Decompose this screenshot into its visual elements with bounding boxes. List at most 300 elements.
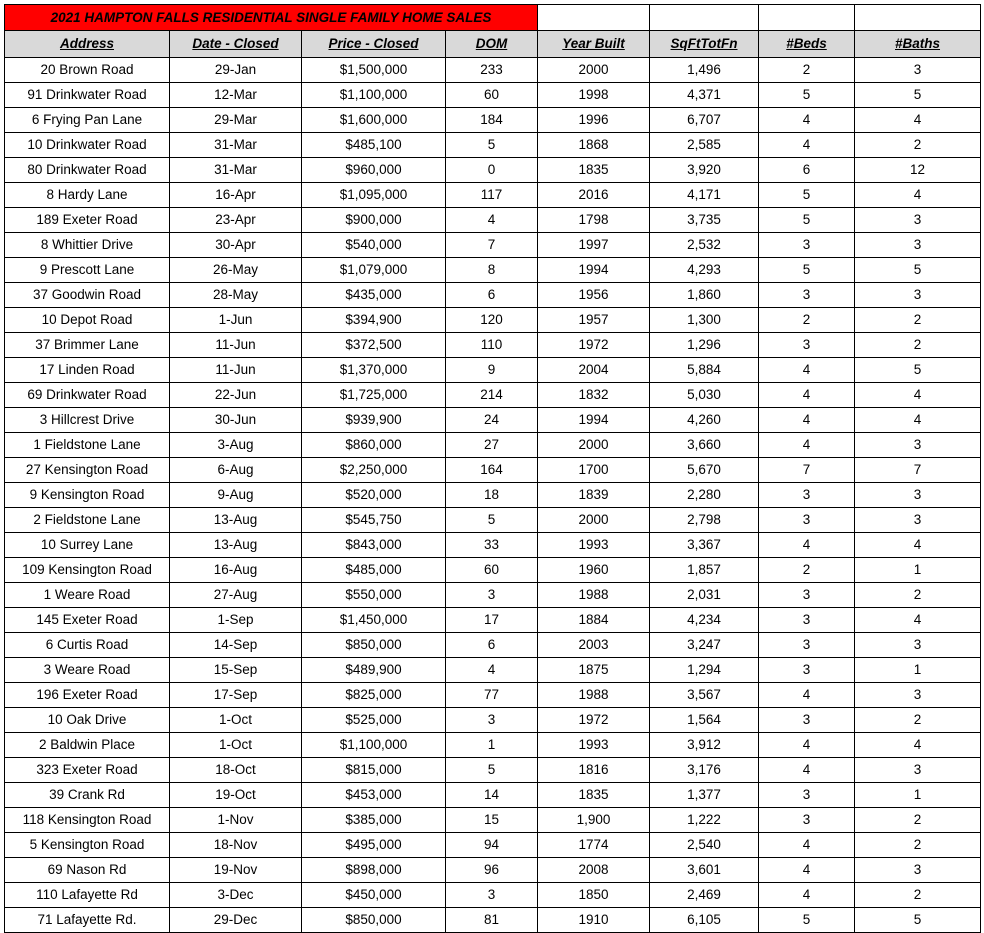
cell-year-built: 1994: [538, 258, 650, 283]
title-spacer-2: [650, 5, 759, 31]
cell-sqfttotfn: 1,377: [650, 783, 759, 808]
cell-beds: 3: [759, 508, 855, 533]
cell-year-built: 1798: [538, 208, 650, 233]
cell-dom: 4: [446, 658, 538, 683]
cell-address: 17 Linden Road: [5, 358, 170, 383]
cell-beds: 5: [759, 183, 855, 208]
cell-price-closed: $825,000: [302, 683, 446, 708]
table-row: [5, 333, 981, 358]
cell-date-closed: 1-Jun: [170, 308, 302, 333]
cell-year-built: 2016: [538, 183, 650, 208]
cell-address: 8 Whittier Drive: [5, 233, 170, 258]
cell-dom: 27: [446, 433, 538, 458]
cell-date-closed: 11-Jun: [170, 333, 302, 358]
cell-sqfttotfn: 5,030: [650, 383, 759, 408]
table-row: [5, 108, 981, 133]
cell-address: 145 Exeter Road: [5, 608, 170, 633]
cell-dom: 117: [446, 183, 538, 208]
cell-year-built: 2008: [538, 858, 650, 883]
table-row: [5, 183, 981, 208]
table-row: [5, 208, 981, 233]
cell-dom: 5: [446, 758, 538, 783]
cell-baths: 2: [855, 333, 981, 358]
table-row: [5, 508, 981, 533]
cell-sqfttotfn: 1,300: [650, 308, 759, 333]
cell-beds: 4: [759, 383, 855, 408]
title-spacer-3: [759, 5, 855, 31]
cell-year-built: 1988: [538, 583, 650, 608]
cell-beds: 3: [759, 708, 855, 733]
cell-address: 80 Drinkwater Road: [5, 158, 170, 183]
cell-beds: 4: [759, 133, 855, 158]
cell-beds: 5: [759, 258, 855, 283]
cell-baths: 3: [855, 433, 981, 458]
cell-address: 37 Brimmer Lane: [5, 333, 170, 358]
table-row: [5, 858, 981, 883]
cell-address: 71 Lafayette Rd.: [5, 908, 170, 933]
table-row: [5, 408, 981, 433]
cell-date-closed: 31-Mar: [170, 158, 302, 183]
table-row: [5, 483, 981, 508]
cell-price-closed: $485,100: [302, 133, 446, 158]
column-header-date-closed: Date - Closed: [170, 31, 302, 58]
cell-address: 8 Hardy Lane: [5, 183, 170, 208]
table-row: [5, 158, 981, 183]
cell-date-closed: 16-Aug: [170, 558, 302, 583]
cell-date-closed: 1-Oct: [170, 733, 302, 758]
table-row: [5, 758, 981, 783]
cell-price-closed: $1,600,000: [302, 108, 446, 133]
cell-price-closed: $1,725,000: [302, 383, 446, 408]
table-row: [5, 433, 981, 458]
cell-beds: 5: [759, 208, 855, 233]
cell-price-closed: $495,000: [302, 833, 446, 858]
cell-beds: 3: [759, 608, 855, 633]
cell-price-closed: $860,000: [302, 433, 446, 458]
cell-year-built: 1957: [538, 308, 650, 333]
cell-price-closed: $1,370,000: [302, 358, 446, 383]
cell-address: 9 Kensington Road: [5, 483, 170, 508]
cell-price-closed: $435,000: [302, 283, 446, 308]
cell-address: 5 Kensington Road: [5, 833, 170, 858]
cell-beds: 5: [759, 83, 855, 108]
table-row: [5, 833, 981, 858]
cell-sqfttotfn: 1,294: [650, 658, 759, 683]
table-row: [5, 83, 981, 108]
cell-baths: 3: [855, 858, 981, 883]
cell-beds: 3: [759, 808, 855, 833]
cell-address: 20 Brown Road: [5, 58, 170, 83]
cell-sqfttotfn: 2,469: [650, 883, 759, 908]
cell-year-built: 1,900: [538, 808, 650, 833]
table-row: [5, 383, 981, 408]
cell-price-closed: $2,250,000: [302, 458, 446, 483]
cell-price-closed: $1,079,000: [302, 258, 446, 283]
cell-price-closed: $545,750: [302, 508, 446, 533]
cell-price-closed: $900,000: [302, 208, 446, 233]
cell-sqfttotfn: 1,296: [650, 333, 759, 358]
cell-baths: 3: [855, 683, 981, 708]
cell-date-closed: 13-Aug: [170, 508, 302, 533]
cell-dom: 6: [446, 283, 538, 308]
cell-sqfttotfn: 3,660: [650, 433, 759, 458]
cell-dom: 94: [446, 833, 538, 858]
cell-baths: 3: [855, 233, 981, 258]
cell-sqfttotfn: 1,564: [650, 708, 759, 733]
cell-baths: 2: [855, 583, 981, 608]
cell-beds: 3: [759, 333, 855, 358]
cell-address: 109 Kensington Road: [5, 558, 170, 583]
column-header-baths: #Baths: [855, 31, 981, 58]
cell-beds: 2: [759, 58, 855, 83]
cell-dom: 4: [446, 208, 538, 233]
cell-dom: 164: [446, 458, 538, 483]
cell-address: 91 Drinkwater Road: [5, 83, 170, 108]
column-header-address: Address: [5, 31, 170, 58]
cell-baths: 2: [855, 808, 981, 833]
cell-dom: 3: [446, 708, 538, 733]
cell-date-closed: 1-Nov: [170, 808, 302, 833]
cell-price-closed: $843,000: [302, 533, 446, 558]
cell-address: 2 Fieldstone Lane: [5, 508, 170, 533]
cell-date-closed: 1-Sep: [170, 608, 302, 633]
cell-sqfttotfn: 2,540: [650, 833, 759, 858]
cell-date-closed: 31-Mar: [170, 133, 302, 158]
cell-date-closed: 22-Jun: [170, 383, 302, 408]
cell-price-closed: $394,900: [302, 308, 446, 333]
column-header-row: [5, 31, 981, 58]
cell-price-closed: $1,500,000: [302, 58, 446, 83]
cell-date-closed: 11-Jun: [170, 358, 302, 383]
cell-date-closed: 14-Sep: [170, 633, 302, 658]
table-row: [5, 683, 981, 708]
cell-date-closed: 23-Apr: [170, 208, 302, 233]
cell-dom: 9: [446, 358, 538, 383]
cell-date-closed: 1-Oct: [170, 708, 302, 733]
cell-date-closed: 9-Aug: [170, 483, 302, 508]
cell-price-closed: $550,000: [302, 583, 446, 608]
cell-year-built: 1835: [538, 783, 650, 808]
cell-sqfttotfn: 3,367: [650, 533, 759, 558]
table-row: [5, 883, 981, 908]
cell-sqfttotfn: 4,260: [650, 408, 759, 433]
cell-baths: 4: [855, 408, 981, 433]
cell-sqfttotfn: 6,105: [650, 908, 759, 933]
cell-baths: 4: [855, 383, 981, 408]
table-row: [5, 808, 981, 833]
cell-year-built: 1997: [538, 233, 650, 258]
table-row: [5, 283, 981, 308]
cell-sqfttotfn: 3,912: [650, 733, 759, 758]
cell-date-closed: 28-May: [170, 283, 302, 308]
cell-dom: 3: [446, 583, 538, 608]
cell-address: 118 Kensington Road: [5, 808, 170, 833]
table-row: [5, 533, 981, 558]
cell-dom: 5: [446, 133, 538, 158]
cell-sqfttotfn: 2,532: [650, 233, 759, 258]
cell-beds: 3: [759, 483, 855, 508]
cell-beds: 4: [759, 883, 855, 908]
cell-baths: 1: [855, 558, 981, 583]
cell-year-built: 1884: [538, 608, 650, 633]
cell-address: 10 Depot Road: [5, 308, 170, 333]
table-row: [5, 558, 981, 583]
table-row: [5, 58, 981, 83]
cell-price-closed: $385,000: [302, 808, 446, 833]
title-spacer-4: [855, 5, 981, 31]
cell-baths: 2: [855, 883, 981, 908]
cell-date-closed: 26-May: [170, 258, 302, 283]
cell-price-closed: $850,000: [302, 908, 446, 933]
cell-year-built: 1993: [538, 733, 650, 758]
cell-year-built: 2004: [538, 358, 650, 383]
cell-dom: 60: [446, 83, 538, 108]
column-header-price-closed: Price - Closed: [302, 31, 446, 58]
cell-beds: 3: [759, 283, 855, 308]
table-row: [5, 608, 981, 633]
cell-year-built: 1868: [538, 133, 650, 158]
cell-address: 3 Hillcrest Drive: [5, 408, 170, 433]
cell-year-built: 1774: [538, 833, 650, 858]
table-row: [5, 633, 981, 658]
cell-sqfttotfn: 3,735: [650, 208, 759, 233]
cell-baths: 5: [855, 908, 981, 933]
cell-price-closed: $815,000: [302, 758, 446, 783]
cell-price-closed: $485,000: [302, 558, 446, 583]
cell-price-closed: $1,100,000: [302, 733, 446, 758]
cell-sqfttotfn: 4,171: [650, 183, 759, 208]
cell-dom: 120: [446, 308, 538, 333]
cell-baths: 2: [855, 708, 981, 733]
cell-year-built: 1832: [538, 383, 650, 408]
cell-date-closed: 3-Aug: [170, 433, 302, 458]
cell-dom: 5: [446, 508, 538, 533]
column-header-beds: #Beds: [759, 31, 855, 58]
table-row: [5, 458, 981, 483]
cell-date-closed: 18-Oct: [170, 758, 302, 783]
cell-beds: 4: [759, 683, 855, 708]
cell-beds: 2: [759, 558, 855, 583]
cell-date-closed: 29-Dec: [170, 908, 302, 933]
cell-year-built: 1996: [538, 108, 650, 133]
cell-address: 110 Lafayette Rd: [5, 883, 170, 908]
table-row: [5, 308, 981, 333]
cell-dom: 33: [446, 533, 538, 558]
cell-dom: 18: [446, 483, 538, 508]
cell-beds: 4: [759, 733, 855, 758]
cell-baths: 7: [855, 458, 981, 483]
cell-year-built: 2000: [538, 433, 650, 458]
cell-baths: 3: [855, 58, 981, 83]
cell-dom: 14: [446, 783, 538, 808]
cell-dom: 96: [446, 858, 538, 883]
cell-date-closed: 19-Oct: [170, 783, 302, 808]
cell-address: 6 Curtis Road: [5, 633, 170, 658]
cell-baths: 5: [855, 258, 981, 283]
cell-dom: 8: [446, 258, 538, 283]
cell-baths: 2: [855, 133, 981, 158]
cell-beds: 4: [759, 408, 855, 433]
cell-year-built: 1700: [538, 458, 650, 483]
cell-baths: 3: [855, 283, 981, 308]
cell-dom: 110: [446, 333, 538, 358]
cell-year-built: 1993: [538, 533, 650, 558]
cell-sqfttotfn: 3,176: [650, 758, 759, 783]
cell-sqfttotfn: 1,860: [650, 283, 759, 308]
cell-date-closed: 18-Nov: [170, 833, 302, 858]
cell-sqfttotfn: 3,247: [650, 633, 759, 658]
cell-price-closed: $960,000: [302, 158, 446, 183]
cell-dom: 24: [446, 408, 538, 433]
cell-beds: 3: [759, 783, 855, 808]
cell-address: 27 Kensington Road: [5, 458, 170, 483]
cell-address: 10 Drinkwater Road: [5, 133, 170, 158]
cell-year-built: 1956: [538, 283, 650, 308]
cell-address: 196 Exeter Road: [5, 683, 170, 708]
cell-beds: 3: [759, 233, 855, 258]
cell-dom: 0: [446, 158, 538, 183]
cell-price-closed: $939,900: [302, 408, 446, 433]
cell-price-closed: $372,500: [302, 333, 446, 358]
cell-address: 323 Exeter Road: [5, 758, 170, 783]
cell-price-closed: $850,000: [302, 633, 446, 658]
cell-year-built: 2000: [538, 58, 650, 83]
cell-date-closed: 6-Aug: [170, 458, 302, 483]
title-spacer-1: [538, 5, 650, 31]
cell-dom: 1: [446, 733, 538, 758]
cell-sqfttotfn: 4,371: [650, 83, 759, 108]
cell-sqfttotfn: 2,585: [650, 133, 759, 158]
cell-dom: 15: [446, 808, 538, 833]
cell-date-closed: 15-Sep: [170, 658, 302, 683]
cell-dom: 3: [446, 883, 538, 908]
cell-sqfttotfn: 3,920: [650, 158, 759, 183]
table-row: [5, 133, 981, 158]
cell-beds: 3: [759, 658, 855, 683]
cell-date-closed: 29-Mar: [170, 108, 302, 133]
cell-date-closed: 3-Dec: [170, 883, 302, 908]
cell-address: 6 Frying Pan Lane: [5, 108, 170, 133]
column-header-sqfttotfn: SqFtTotFn: [650, 31, 759, 58]
cell-beds: 3: [759, 633, 855, 658]
cell-sqfttotfn: 5,884: [650, 358, 759, 383]
table-row: [5, 233, 981, 258]
spreadsheet-sheet: [0, 4, 984, 927]
cell-price-closed: $540,000: [302, 233, 446, 258]
cell-beds: 7: [759, 458, 855, 483]
cell-sqfttotfn: 2,280: [650, 483, 759, 508]
cell-baths: 5: [855, 83, 981, 108]
cell-baths: 3: [855, 633, 981, 658]
cell-date-closed: 16-Apr: [170, 183, 302, 208]
cell-address: 39 Crank Rd: [5, 783, 170, 808]
cell-date-closed: 30-Jun: [170, 408, 302, 433]
cell-sqfttotfn: 3,601: [650, 858, 759, 883]
cell-beds: 4: [759, 758, 855, 783]
cell-dom: 77: [446, 683, 538, 708]
cell-baths: 3: [855, 758, 981, 783]
table-row: [5, 358, 981, 383]
cell-year-built: 1972: [538, 708, 650, 733]
cell-baths: 2: [855, 308, 981, 333]
cell-beds: 5: [759, 908, 855, 933]
cell-baths: 5: [855, 358, 981, 383]
cell-address: 10 Surrey Lane: [5, 533, 170, 558]
cell-date-closed: 13-Aug: [170, 533, 302, 558]
cell-price-closed: $898,000: [302, 858, 446, 883]
cell-address: 3 Weare Road: [5, 658, 170, 683]
cell-dom: 233: [446, 58, 538, 83]
cell-price-closed: $1,100,000: [302, 83, 446, 108]
cell-beds: 6: [759, 158, 855, 183]
cell-dom: 7: [446, 233, 538, 258]
cell-price-closed: $525,000: [302, 708, 446, 733]
cell-dom: 81: [446, 908, 538, 933]
column-header-year-built: Year Built: [538, 31, 650, 58]
cell-baths: 1: [855, 658, 981, 683]
cell-price-closed: $489,900: [302, 658, 446, 683]
cell-sqfttotfn: 4,234: [650, 608, 759, 633]
cell-year-built: 1972: [538, 333, 650, 358]
cell-address: 10 Oak Drive: [5, 708, 170, 733]
cell-dom: 184: [446, 108, 538, 133]
cell-sqfttotfn: 5,670: [650, 458, 759, 483]
cell-address: 9 Prescott Lane: [5, 258, 170, 283]
cell-baths: 4: [855, 733, 981, 758]
cell-dom: 17: [446, 608, 538, 633]
cell-date-closed: 27-Aug: [170, 583, 302, 608]
cell-dom: 60: [446, 558, 538, 583]
cell-address: 37 Goodwin Road: [5, 283, 170, 308]
cell-beds: 4: [759, 858, 855, 883]
cell-address: 1 Fieldstone Lane: [5, 433, 170, 458]
cell-beds: 2: [759, 308, 855, 333]
cell-year-built: 2000: [538, 508, 650, 533]
cell-beds: 4: [759, 108, 855, 133]
cell-year-built: 1875: [538, 658, 650, 683]
cell-year-built: 1988: [538, 683, 650, 708]
cell-price-closed: $1,450,000: [302, 608, 446, 633]
table-row: [5, 708, 981, 733]
cell-address: 69 Nason Rd: [5, 858, 170, 883]
table-row: [5, 908, 981, 933]
table-row: [5, 583, 981, 608]
cell-year-built: 1839: [538, 483, 650, 508]
cell-date-closed: 30-Apr: [170, 233, 302, 258]
cell-year-built: 1850: [538, 883, 650, 908]
cell-beds: 4: [759, 433, 855, 458]
table-row: [5, 658, 981, 683]
cell-date-closed: 12-Mar: [170, 83, 302, 108]
cell-sqfttotfn: 2,031: [650, 583, 759, 608]
cell-year-built: 1910: [538, 908, 650, 933]
cell-sqfttotfn: 2,798: [650, 508, 759, 533]
cell-baths: 12: [855, 158, 981, 183]
cell-baths: 4: [855, 533, 981, 558]
home-sales-table: [4, 4, 981, 933]
cell-year-built: 1994: [538, 408, 650, 433]
cell-price-closed: $520,000: [302, 483, 446, 508]
cell-beds: 4: [759, 833, 855, 858]
table-body: [5, 5, 981, 933]
cell-baths: 3: [855, 483, 981, 508]
cell-baths: 3: [855, 208, 981, 233]
cell-date-closed: 29-Jan: [170, 58, 302, 83]
cell-address: 69 Drinkwater Road: [5, 383, 170, 408]
cell-baths: 4: [855, 608, 981, 633]
cell-address: 1 Weare Road: [5, 583, 170, 608]
cell-address: 2 Baldwin Place: [5, 733, 170, 758]
